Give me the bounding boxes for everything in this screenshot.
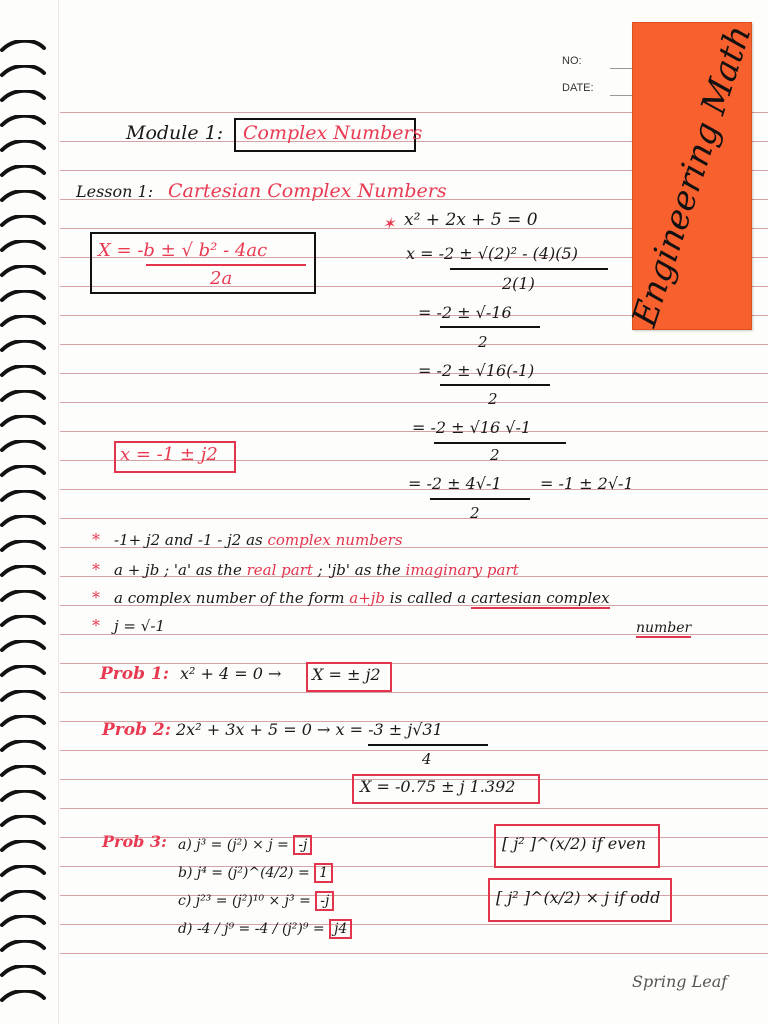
- prob3-item-text: a) j³ = (j²) × j =: [178, 837, 294, 853]
- prob3-item-answer: 1: [314, 863, 333, 883]
- spiral-coil: [0, 465, 50, 479]
- step2-numerator: = -2 ± √-16: [418, 303, 512, 322]
- prob2-label: Prob 2:: [102, 720, 171, 740]
- prob1-equation: x² + 4 = 0 →: [180, 664, 282, 683]
- spiral-coil: [0, 315, 50, 329]
- prob3-label: Prob 3:: [102, 832, 167, 851]
- ruled-line: [60, 866, 768, 867]
- step5-result: = -1 ± 2√-1: [540, 474, 634, 493]
- spiral-coil: [0, 790, 50, 804]
- lesson-title: Cartesian Complex Numbers: [168, 180, 447, 202]
- spiral-coil: [0, 215, 50, 229]
- ruled-line: [60, 344, 768, 345]
- spiral-coil: [0, 240, 50, 254]
- module-prefix: Module 1:: [126, 122, 224, 144]
- prob2-equation: 2x² + 3x + 5 = 0 → x = -3 ± j√31: [176, 720, 443, 739]
- spiral-coil: [0, 615, 50, 629]
- note-text: is called a: [385, 589, 471, 607]
- prob1-label: Prob 1:: [100, 664, 169, 684]
- note-text: cartesian complex: [470, 589, 610, 607]
- lesson-prefix: Lesson 1:: [76, 182, 154, 201]
- spiral-coil: [0, 740, 50, 754]
- notebook-brand: Spring Leaf: [632, 972, 728, 991]
- step4-bar: [434, 442, 566, 444]
- note-text: a complex number of the form: [114, 589, 350, 607]
- spiral-coil: [0, 640, 50, 654]
- step2-bar: [440, 326, 540, 328]
- spiral-coil: [0, 40, 50, 54]
- note-bullet: *: [92, 588, 100, 607]
- note-bullet: *: [92, 530, 100, 549]
- spiral-coil: [0, 665, 50, 679]
- spiral-coil: [0, 440, 50, 454]
- note-text: -1+ j2 and -1 - j2 as: [114, 531, 268, 549]
- margin-line: [58, 0, 59, 1024]
- note-text: real part: [246, 561, 313, 579]
- prob3-item-answer: j4: [329, 919, 352, 939]
- step4-numerator: = -2 ± √16 √-1: [412, 418, 532, 437]
- spiral-coil: [0, 65, 50, 79]
- spiral-coil: [0, 340, 50, 354]
- step3-numerator: = -2 ± √16(-1): [418, 361, 535, 380]
- prob1-answer: X = ± j2: [312, 665, 381, 684]
- spiral-coil: [0, 865, 50, 879]
- spiral-coil: [0, 765, 50, 779]
- no-label: NO:: [562, 55, 582, 67]
- prob3-item-answer: -j: [293, 835, 312, 855]
- spiral-coil: [0, 165, 50, 179]
- note-line: [92, 588, 610, 607]
- note-text: a + jb ; 'a' as the: [114, 561, 247, 579]
- spiral-coil: [0, 540, 50, 554]
- step5-numerator: = -2 ± 4√-1: [408, 474, 502, 493]
- prob3-item-text: d) -4 / j⁹ = -4 / (j²)⁹ =: [178, 921, 330, 937]
- spiral-coil: [0, 590, 50, 604]
- prob3-item-text: c) j²³ = (j²)¹⁰ × j³ =: [178, 893, 316, 909]
- result-text: x = -1 ± j2: [120, 444, 218, 465]
- note-bullet: *: [92, 560, 100, 579]
- ruled-line: [60, 808, 768, 809]
- step1-denominator: 2(1): [502, 274, 535, 293]
- quadratic-fraction-bar: [146, 264, 306, 266]
- spiral-coil: [0, 915, 50, 929]
- spiral-coil: [0, 715, 50, 729]
- prob3-item: [178, 918, 352, 937]
- spiral-coil: [0, 140, 50, 154]
- step2-denominator: 2: [478, 333, 488, 351]
- step3-bar: [440, 384, 550, 386]
- spiral-coil: [0, 290, 50, 304]
- note-text: complex numbers: [267, 531, 403, 549]
- step1-bar: [450, 268, 608, 270]
- spiral-coil: [0, 190, 50, 204]
- step1-numerator: x = -2 ± √(2)² - (4)(5): [406, 244, 578, 263]
- spiral-coil: [0, 565, 50, 579]
- note-text: j = √-1: [114, 617, 165, 635]
- spiral-coil: [0, 890, 50, 904]
- spiral-coil: [0, 840, 50, 854]
- prob3-item-answer: -j: [315, 891, 334, 911]
- spiral-coil: [0, 365, 50, 379]
- note-bullet: *: [92, 616, 100, 635]
- note-line: [92, 530, 403, 549]
- ruled-line: [60, 518, 768, 519]
- note-text: a+jb: [349, 589, 386, 607]
- spiral-coil: [0, 415, 50, 429]
- spiral-coil: [0, 515, 50, 529]
- spiral-coil: [0, 965, 50, 979]
- prob3-item-text: b) j⁴ = (j²)^(4/2) =: [178, 865, 315, 881]
- spiral-coil: [0, 815, 50, 829]
- spiral-coil: [0, 940, 50, 954]
- note-line: [92, 560, 519, 579]
- spiral-coil: [0, 490, 50, 504]
- prob3-item: [178, 862, 333, 881]
- spiral-coil: [0, 990, 50, 1004]
- prob3-item: [178, 834, 312, 853]
- step5-bar: [430, 498, 530, 500]
- prob2-bar: [368, 744, 488, 746]
- ruled-line: [60, 924, 768, 925]
- prob3-item: [178, 890, 334, 909]
- quadratic-numerator: X = -b ± √ b² - 4ac: [98, 240, 268, 261]
- spiral-coil: [0, 390, 50, 404]
- tab-label: Engineering Math: [624, 20, 760, 332]
- example-equation: x² + 2x + 5 = 0: [404, 210, 538, 230]
- prob2-answer: X = -0.75 ± j 1.392: [360, 777, 516, 796]
- odd-rule: [ j² ]^(x/2) × j if odd: [496, 888, 661, 907]
- ruled-line: [60, 373, 768, 374]
- ruled-line: [60, 692, 768, 693]
- spiral-coil: [0, 265, 50, 279]
- note-text: ; 'jb' as the: [312, 561, 406, 579]
- spiral-coil: [0, 115, 50, 129]
- ruled-line: [60, 402, 768, 403]
- step4-denominator: 2: [490, 446, 500, 464]
- prob2-denominator: 4: [422, 750, 432, 768]
- note-text: imaginary part: [405, 561, 519, 579]
- module-title: Complex Numbers: [243, 122, 423, 144]
- spiral-coil: [0, 690, 50, 704]
- subject-tab: [624, 20, 760, 332]
- notes-continuation: number: [636, 620, 692, 636]
- even-rule: [ j² ]^(x/2) if even: [502, 834, 647, 853]
- ruled-line: [60, 750, 768, 751]
- step5-denominator: 2: [470, 504, 480, 522]
- ruled-line: [60, 953, 768, 954]
- quadratic-denominator: 2a: [210, 268, 233, 289]
- step3-denominator: 2: [488, 390, 498, 408]
- note-line: [92, 616, 165, 635]
- example-star: ✶: [382, 214, 396, 233]
- spiral-coil: [0, 90, 50, 104]
- date-label: DATE:: [562, 82, 594, 94]
